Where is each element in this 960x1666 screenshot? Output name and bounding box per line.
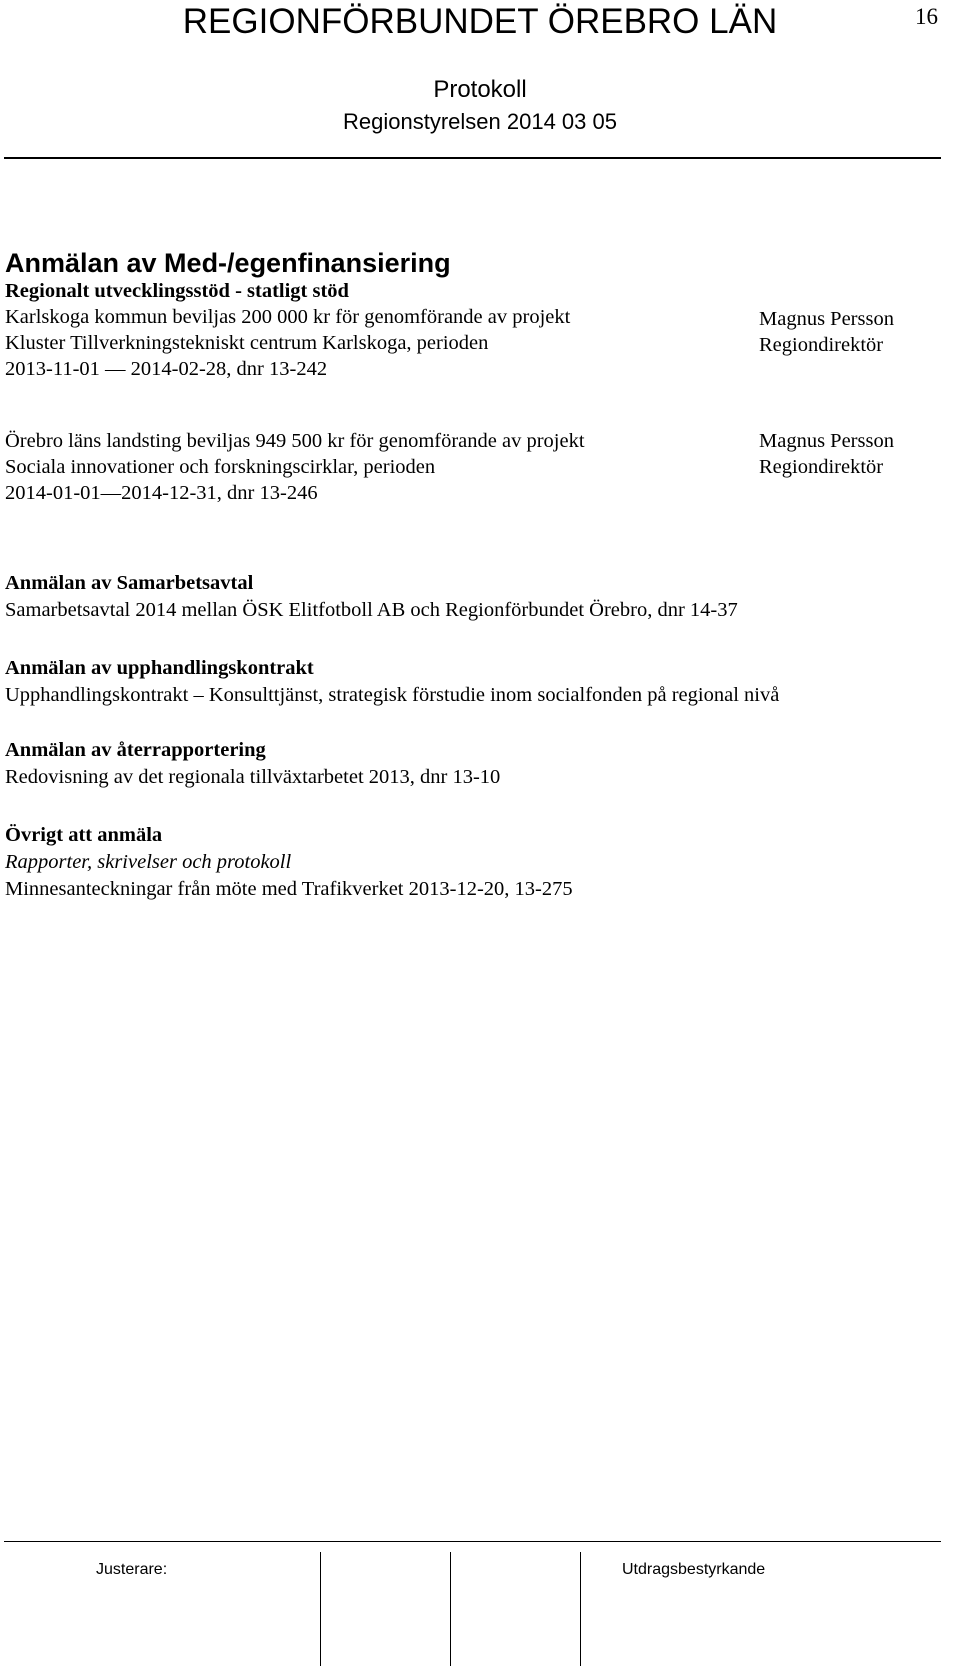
item-1-signer-name: Magnus Persson	[759, 308, 894, 330]
heading-aterrapportering: Anmälan av återrapportering	[5, 739, 266, 761]
page-number: 16	[915, 4, 938, 29]
heading-upphandling: Anmälan av upphandlingskontrakt	[5, 657, 314, 679]
heading-ovrigt: Övrigt att anmäla	[5, 824, 163, 846]
item-1-line-1: Karlskoga kommun beviljas 200 000 kr för genomförande av projekt	[5, 306, 571, 328]
section-title: Anmälan av Med-/egenfinansiering	[5, 248, 451, 278]
signature-box-divider-3	[580, 1552, 581, 1666]
justerare-label: Justerare:	[96, 1561, 168, 1578]
utdragsbestyrkande-label: Utdragsbestyrkande	[622, 1561, 766, 1578]
meeting-date: Regionstyrelsen 2014 03 05	[343, 109, 617, 134]
text-samarbetsavtal: Samarbetsavtal 2014 mellan ÖSK Elitfotboll AB och Regionförbundet Örebro, dnr 14-37	[5, 599, 738, 621]
item-1-signer-title: Regiondirektör	[759, 334, 884, 356]
subheading-regional-stod: Regionalt utvecklingsstöd - statligt stöd	[5, 280, 349, 302]
text-ovrigt: Minnesanteckningar från möte med Trafikverket 2013-12-20, 13-275	[5, 878, 573, 900]
item-2-line-1: Örebro läns landsting beviljas 949 500 kr för genomförande av projekt	[5, 430, 585, 452]
text-aterrapportering: Redovisning av det regionala tillväxtarbetet 2013, dnr 13-10	[5, 766, 501, 788]
text-upphandling: Upphandlingskontrakt – Konsulttjänst, strategisk förstudie inom socialfonden på regional nivå	[5, 684, 780, 706]
item-2-signer-title: Regiondirektör	[759, 456, 884, 478]
item-2-signer-name: Magnus Persson	[759, 430, 894, 452]
heading-samarbetsavtal: Anmälan av Samarbetsavtal	[5, 572, 254, 594]
item-2-line-2: Sociala innovationer och forskningscirklar, perioden	[5, 456, 436, 478]
signature-box-divider-1	[320, 1552, 321, 1666]
footer-divider	[4, 1541, 941, 1542]
item-1-line-2: Kluster Tillverkningstekniskt centrum Karlskoga, perioden	[5, 332, 489, 354]
organization-name: REGIONFÖRBUNDET ÖREBRO LÄN	[182, 2, 778, 41]
item-2-line-3: 2014-01-01—2014-12-31, dnr 13-246	[5, 482, 318, 504]
header-divider	[4, 157, 941, 159]
signature-box-divider-2	[450, 1552, 451, 1666]
subheading-ovrigt: Rapporter, skrivelser och protokoll	[5, 851, 292, 873]
document-type: Protokoll	[433, 76, 527, 103]
item-1-line-3: 2013-11-01 — 2014-02-28, dnr 13-242	[5, 358, 328, 380]
